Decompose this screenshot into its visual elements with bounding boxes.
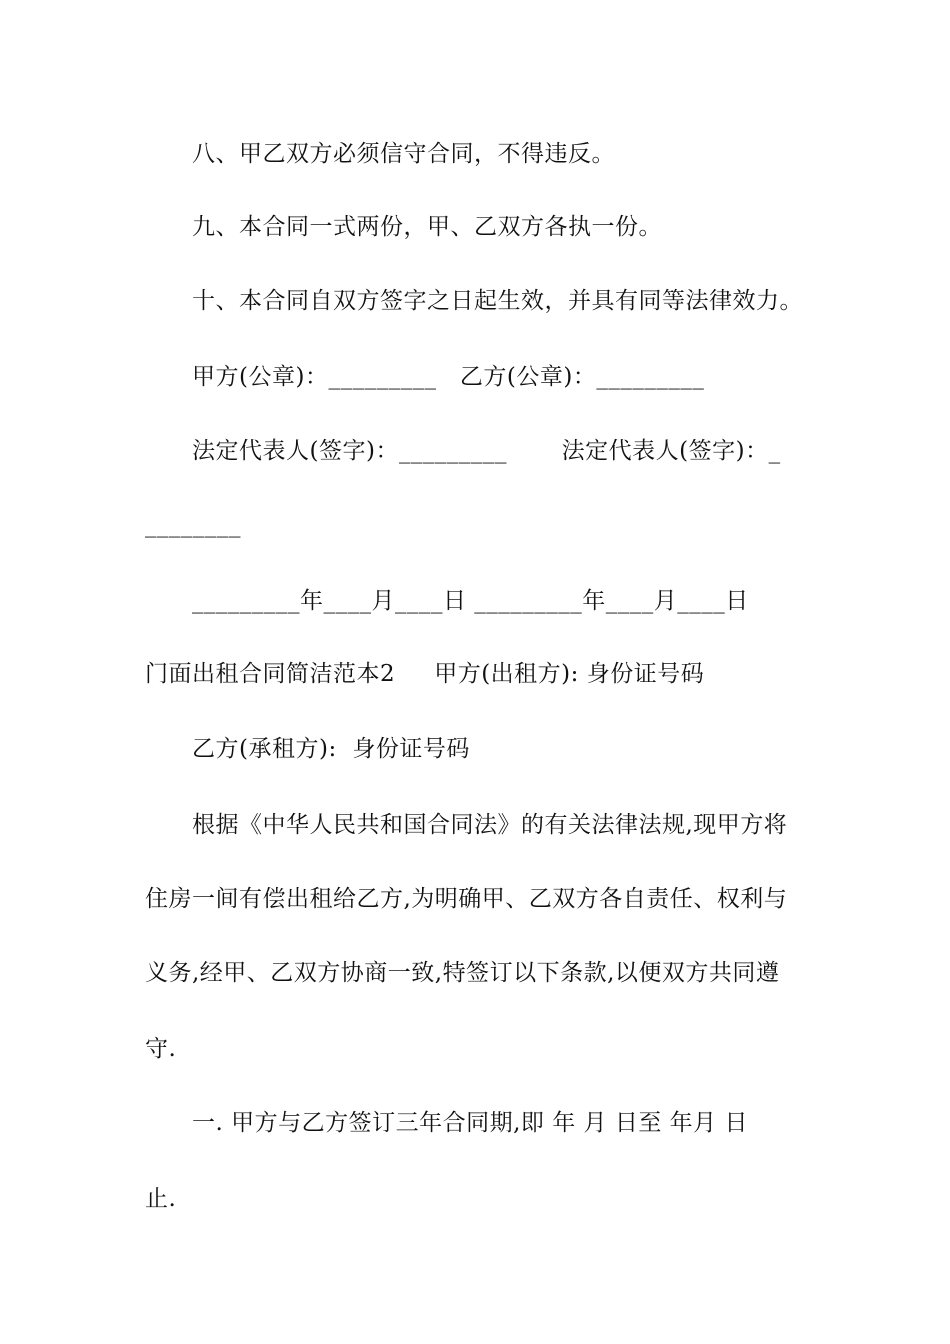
clause-9: 九、本合同一式两份，甲、乙双方各执一份。: [192, 214, 662, 240]
body-paragraph-line-4: 守.: [145, 1036, 177, 1062]
clause-10: 十、本合同自双方签字之日起生效，并具有同等法律效力。: [192, 288, 803, 314]
body-paragraph-line-1: 根据《中华人民共和国合同法》的有关法律法规,现甲方将: [192, 812, 788, 838]
body-paragraph-line-3: 义务,经甲、乙双方协商一致,特签订以下条款,以便双方共同遵: [145, 960, 780, 986]
date-line: _________年____月____日 _________年____月____日: [192, 588, 749, 614]
clause-1-line-2: 止.: [145, 1186, 177, 1212]
body-paragraph-line-2: 住房一间有偿出租给乙方,为明确甲、乙双方各自责任、权利与: [145, 886, 788, 912]
signature-continuation: ________: [145, 512, 241, 538]
legal-rep-signature-line: 法定代表人(签字)：_________ 法定代表人(签字)：_: [192, 438, 781, 464]
seal-line: 甲方(公章)：_________ 乙方(公章)：_________: [192, 364, 705, 390]
tenant-line: 乙方(承租方): 身份证号码: [192, 736, 470, 762]
contract-title-line: 门面出租合同简洁范本2 甲方(出租方): 身份证号码: [145, 661, 705, 687]
clause-8: 八、甲乙双方必须信守合同，不得违反。: [192, 141, 615, 167]
clause-1-line-1: 一. 甲方与乙方签订三年合同期,即 年 月 日至 年月 日: [192, 1110, 748, 1136]
